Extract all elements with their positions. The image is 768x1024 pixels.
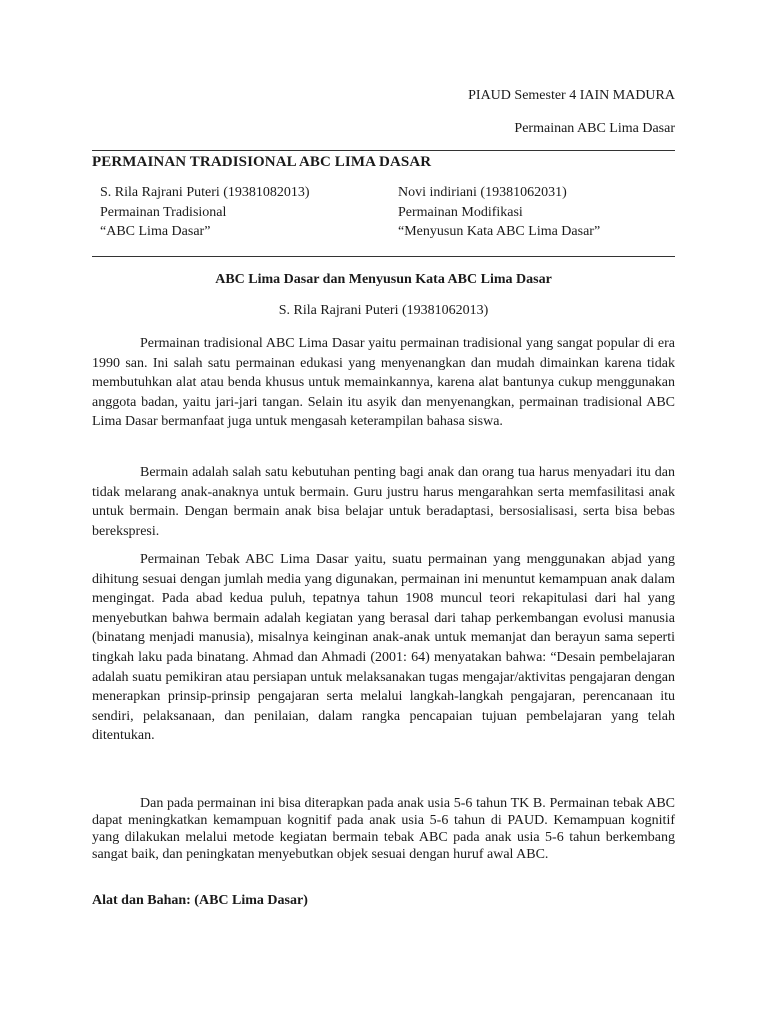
- author-game-type: Permainan Modifikasi: [398, 204, 523, 220]
- body-paragraph: Permainan tradisional ABC Lima Dasar yaitu permainan tradisional yang sangat popular di era 1990 san. Ini salah satu permainan edukasi yang menyenangkan dan mudah dimainkan karena tidak membutuhkan alat atau benda khusus untuk memainkannya, karena alat bantunya cukup menggunakan anggota badan, yaitu jari-jari tangan. Selain itu asyik dan menyenangkan, permainan tradisional ABC Lima Dasar bermanfaat juga untuk mengasah keterampilan bahasa siswa.: [92, 336, 675, 430]
- header-topic: Permainan ABC Lima Dasar: [514, 121, 675, 136]
- body-paragraph: Permainan Tebak ABC Lima Dasar yaitu, suatu permainan yang menggunakan abjad yang dihitung sesuai dengan jumlah media yang digunakan, permainan ini menuntut kemampuan anak dalam mengingat. Pada abad kedua puluh, tepatnya tahun 1908 muncul teori rekapitulasi dari hal yang menyebutkan bahwa bermain adalah kegiatan yang berasal dari tahap perkembangan evolusi manusia (binatang menjadi manusia), misalnya keinginan anak-anak untuk memanjat dan berayun sama seperti tingkah laku pada binatang. Ahmad dan Ahmadi (2001: 64) menyatakan bahwa: “Desain pembelajaran adalah suatu pemikiran atau persiapan untuk melaksanakan tugas mengajar/aktivitas pengajaran dengan menerapkan prinsip-prinsip pengajaran serta melalui langkah-langkah pengajaran, perencanaan itu sendiri, pelaksanaan, dan penilaian, dalam rangka pencapaian tujuan pembelajaran yang telah ditentukan.: [92, 552, 675, 744]
- document-title: PERMAINAN TRADISIONAL ABC LIMA DASAR: [92, 154, 432, 170]
- body-paragraph: Bermain adalah salah satu kebutuhan penting bagi anak dan orang tua harus menyadari itu dan tidak melarang anak-anaknya untuk bermain. Guru justru harus mengarahkan serta memfasilitasi anak untuk bermain. Dengan bermain anak bisa belajar untuk beradaptasi, bersosialisasi, serta bisa bebas berekspresi.: [92, 465, 675, 539]
- title-bottom-divider: [92, 256, 675, 257]
- author-block-left: [100, 183, 310, 242]
- author-game-type: Permainan Tradisional: [100, 204, 227, 220]
- section-author: S. Rila Rajrani Puteri (19381062013): [278, 303, 489, 318]
- author-name: S. Rila Rajrani Puteri (19381082013): [100, 185, 310, 200]
- materials-subheading: Alat dan Bahan: (ABC Lima Dasar): [92, 893, 308, 908]
- author-game-name: “Menyusun Kata ABC Lima Dasar”: [398, 224, 601, 239]
- author-block-right: [398, 183, 600, 242]
- header-course: PIAUD Semester 4 IAIN MADURA: [468, 88, 675, 103]
- section-title: ABC Lima Dasar dan Menyusun Kata ABC Lima Dasar: [215, 272, 552, 287]
- author-game-name: “ABC Lima Dasar”: [100, 224, 211, 239]
- body-paragraph: Dan pada permainan ini bisa diterapkan pada anak usia 5-6 tahun TK B. Permainan tebak ABC dapat meningkatkan kemampuan kognitif pada anak usia 5-6 tahun di PAUD. Kemampuan kognitif yang dilakukan melalui metode kegiatan bermain tebak ABC pada anak usia 5-6 tahun berkembang sangat baik, dan peningkatan menyebutkan objek sesuai dengan huruf awal ABC.: [92, 796, 675, 862]
- author-name: Novi indiriani (19381062031): [398, 185, 567, 200]
- title-top-divider: [92, 150, 675, 151]
